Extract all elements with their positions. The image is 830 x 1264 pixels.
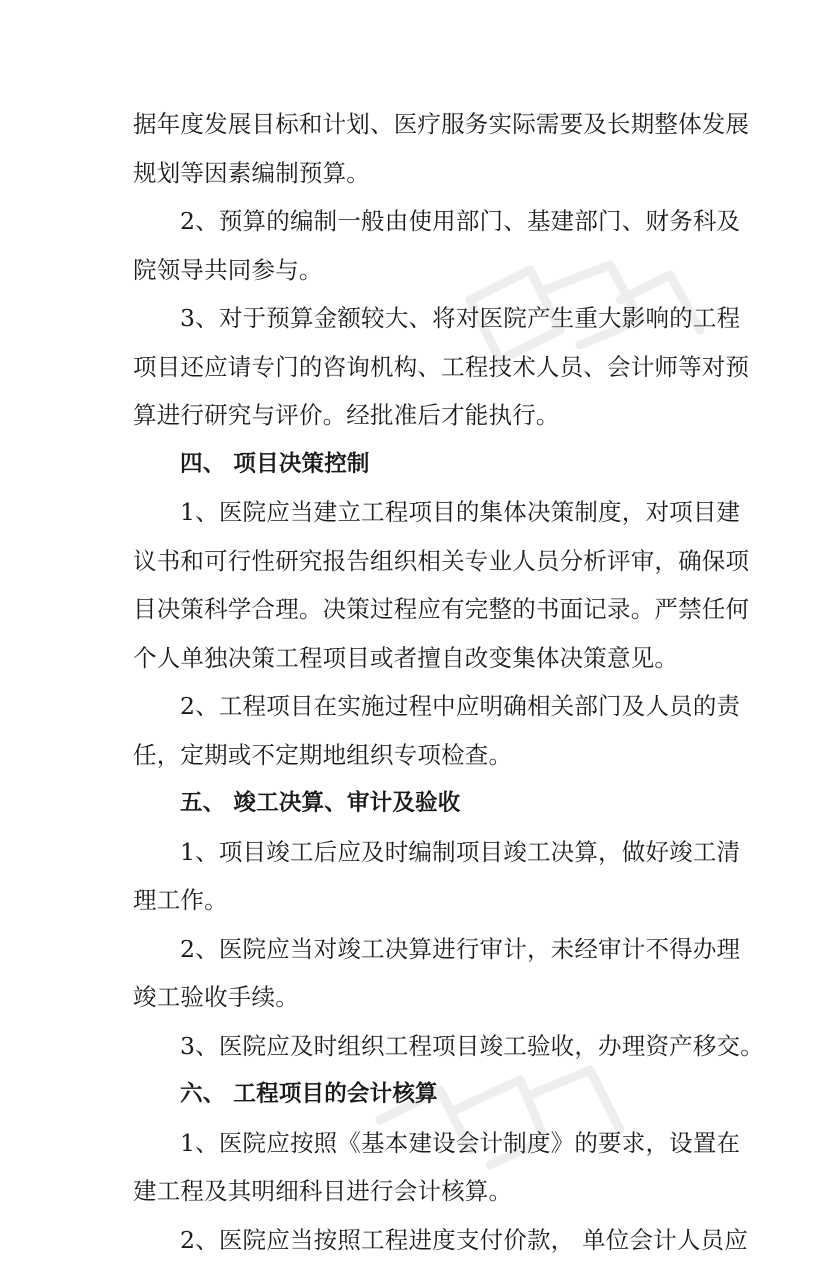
text-line-19: 竣工验收手续。: [133, 973, 713, 1022]
text-line-6: 项目还应请专门的咨询机构、工程技术人员、会计师等对预: [133, 343, 713, 392]
section-heading-4: 四、 项目决策控制: [133, 440, 713, 489]
text-line-16: 1、项目竣工后应及时编制项目竣工决算，做好竣工清: [133, 828, 713, 877]
text-line-2: 规划等因素编制预算。: [133, 149, 713, 198]
text-line-23: 建工程及其明细科目进行会计核算。: [133, 1167, 713, 1216]
text-line-10: 议书和可行性研究报告组织相关专业人员分析评审，确保项: [133, 537, 713, 586]
text-line-3: 2、预算的编制一般由使用部门、基建部门、财务科及: [133, 197, 713, 246]
text-line-5: 3、对于预算金额较大、将对医院产生重大影响的工程: [133, 294, 713, 343]
document-body: [133, 100, 713, 1264]
text-line-20: 3、医院应及时组织工程项目竣工验收，办理资产移交。: [133, 1022, 713, 1071]
text-line-18: 2、医院应当对竣工决算进行审计，未经审计不得办理: [133, 925, 713, 974]
text-line-13: 2、工程项目在实施过程中应明确相关部门及人员的责: [133, 682, 713, 731]
text-line-11: 目决策科学合理。决策过程应有完整的书面记录。严禁任何: [133, 585, 713, 634]
text-line-14: 任，定期或不定期地组织专项检查。: [133, 731, 713, 780]
text-line-17: 理工作。: [133, 876, 713, 925]
text-line-24: 2、医院应当按照工程进度支付价款， 单位会计人员应: [133, 1216, 713, 1264]
text-line-12: 个人单独决策工程项目或者擅自改变集体决策意见。: [133, 634, 713, 683]
text-line-1: 据年度发展目标和计划、医疗服务实际需要及长期整体发展: [133, 100, 713, 149]
text-line-22: 1、医院应按照《基本建设会计制度》的要求，设置在: [133, 1119, 713, 1168]
text-line-7: 算进行研究与评价。经批准后才能执行。: [133, 391, 713, 440]
text-line-9: 1、医院应当建立工程项目的集体决策制度，对项目建: [133, 488, 713, 537]
section-heading-5: 五、 竣工决算、审计及验收: [133, 779, 713, 828]
section-heading-6: 六、 工程项目的会计核算: [133, 1070, 713, 1119]
text-line-4: 院领导共同参与。: [133, 246, 713, 295]
